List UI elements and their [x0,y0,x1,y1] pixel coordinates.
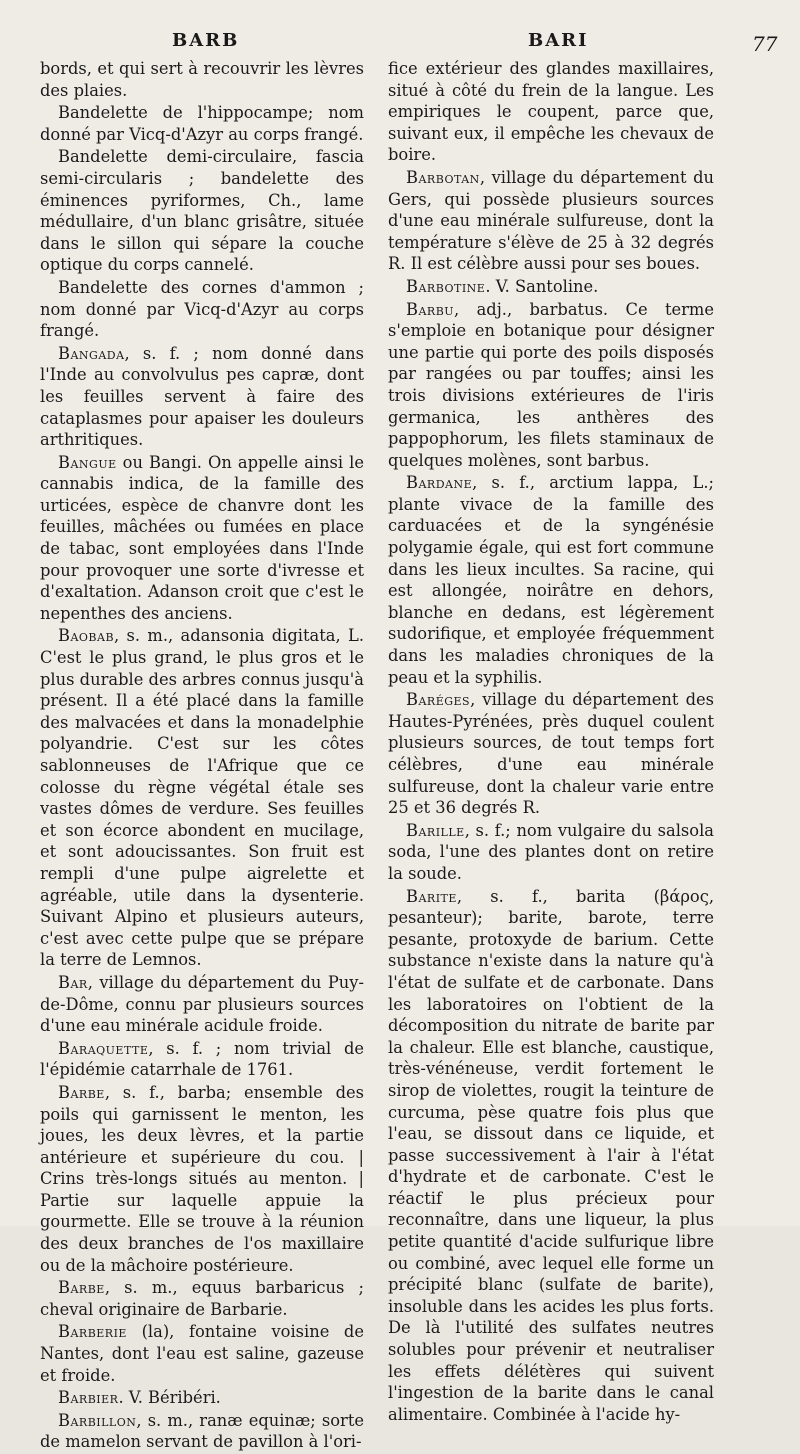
right-column [388,58,714,1426]
entry-text: , s. f., barita (βάρος, pesanteur); barite, barote, terre pesante, protoxyde de barium. Cette substance n'existe dans la nature qu'à l'état de sulfate et de carbonate. Dans les laboratoires on l'obtient de la décomposition du nitrate de barite par la chaleur. Elle est blanche, caustique, très-vénéneuse, verdit fortement le sirop de violettes, rougit la teinture de curcuma, pèse quatre fois plus que l'eau, se dissout dans ce liquide, et passe successivement à l'air à l'état d'hydrate et de carbonate. C'est le réactif le plus précieux pour reconnaître, dans une liqueur, la plus petite quantité d'acide sulfurique libre ou combiné, avec lequel elle forme un précipité blanc (sulfate de barite), insoluble dans les acides les plus forts. De là l'utilité des sulfates neutres solubles pour prévenir et neutraliser les effets délétères qui suivent l'ingestion de la barite dans le canal alimentaire. Combinée à l'acide hy- [388,886,714,1424]
page-number: 77 [752,32,778,56]
entry-barbillon [40,1410,364,1453]
entry-barbotine [388,276,714,298]
entry-bangue [40,452,364,625]
header-left-guide-word: BARB [172,30,240,51]
entry-headword: Barbillon [58,1410,137,1430]
entry-text: (la), fontaine voisine de Nantes, dont l'eau est saline, gazeuse et froide. [40,1322,364,1385]
entry-plaies [40,58,364,101]
entry-bardane [388,472,714,688]
entry-barbotan [388,167,714,275]
entry-text: , s. f., barba; ensemble des poils qui garnissent le menton, les joues, les deux lèvres, et la partie antérieure et supérieure du cou. | Crins très-longs situés au menton. | Partie sur laquelle appuie la gourmette. Elle se trouve à la réunion des deux branches de l'os maxillaire ou de la mâchoire postérieure. [40,1082,364,1275]
entry-headword: Baréges [406,690,471,710]
entry-text: , s. f. ; nom donné dans l'Inde au convolvulus pes capræ, dont les feuilles servent à faire des cataplasmes pour apaiser les douleurs arthritiques. [40,343,364,450]
entry-text: , village du département du Puy-de-Dôme, connu par plusieurs sources d'une eau minérale acidule froide. [40,972,364,1036]
entry-headword: Baraquette [58,1038,149,1058]
entry-baraquette [40,1038,364,1081]
entry-ammon [40,277,364,342]
entry-bar [40,972,364,1037]
running-header [0,30,800,60]
entry-headword: Barbotan [406,167,480,187]
entry-headword: Barbier [58,1388,119,1408]
entry-barbier [40,1387,364,1409]
left-column [40,58,364,1454]
header-right-guide-word: BARI [528,30,589,51]
entry-headword: Barberie [58,1322,127,1342]
entry-barbe-m [40,1277,364,1320]
entry-text: , s. f., arctium lappa, L.; plante vivace de la famille des carduacées et de la syngénésie polygamie égale, qui est fort commune dans les lieux incultes. Sa racine, qui est allongée, noirâtre en dehors, blanche en dedans, est légèrement sudorifique, et employée fréquemment dans les maladies chroniques de la peau et la syphilis. [388,473,714,687]
entry-text: , s. m., equus barbaricus ; cheval originaire de Barbarie. [40,1278,364,1319]
entry-headword: Barille [406,820,465,840]
entry-text: , village du département des Hautes-Pyrénées, près duquel coulent plusieurs sources, de tout temps fort célèbres, d'une eau minérale sulfureuse, dont la chaleur varie entre 25 et 36 degrés R. [388,690,714,818]
entry-headword: Baobab [58,626,115,646]
entry-bareges [388,689,714,819]
entry-text: Bandelette demi-circulaire, fascia semi-circularis ; bandelette des éminences pyriformes, Ch., lame médullaire, d'un blanc grisâtre, située dans le sillon qui sépare la couche optique du corps cannelé. [40,147,364,275]
entry-headword: Barbu [406,299,455,319]
entry-text: , adj., barbatus. Ce terme s'emploie en botanique pour désigner une partie qui porte des poils disposés par rangées ou par touffes; ainsi les trois divisions extérieures de l'iris germanica, les anthères des pappophorum, les filets staminaux de quelques molènes, sont barbus. [388,299,714,470]
entry-barbe-f [40,1082,364,1276]
entry-orifice [388,58,714,166]
entry-text: bords, et qui sert à recouvrir les lèvres des plaies. [40,59,364,100]
entry-text: . V. Béribéri. [118,1388,221,1408]
entry-text: , s. f. ; nom trivial de l'épidémie catarrhale de 1761. [40,1038,364,1080]
entry-headword: Barite [406,886,457,906]
entry-headword: Bar [58,972,88,992]
entry-barbu [388,299,714,472]
entry-barberie [40,1321,364,1386]
entry-barite [388,886,714,1426]
entry-text: ou Bangi. On appelle ainsi le cannabis indica, de la famille des urticées, espèce de chanvre dont les feuilles, mâchées ou fumées en place de tabac, sont employées dans l'Inde pour provoquer une sorte d'ivresse et d'exaltation. Adanson croit que c'est le nepenthes des anciens. [40,452,364,623]
entry-bangada [40,343,364,451]
entry-demi-circulaire [40,146,364,276]
entry-headword: Barbe [58,1278,105,1298]
entry-headword: Bardane [406,473,473,493]
entry-headword: Bangue [58,452,117,472]
entry-text: fice extérieur des glandes maxillaires, situé à côté du frein de la langue. Les empiriques le coupent, parce que, suivant eux, il empêche les chevaux de boire. [388,59,714,165]
entry-text: Bandelette de l'hippocampe; nom donné par Vicq-d'Azyr au corps frangé. [40,103,364,144]
entry-text: , village du département du Gers, qui possède plusieurs sources d'une eau minérale sulfureuse, dont la température s'élève de 25 à 32 degrés R. Il est célèbre aussi pour ses boues. [388,167,714,274]
entry-headword: Bangada [58,343,125,363]
entry-headword: Barbotine [406,276,486,296]
entry-text: , s. m., adansonia digitata, L. C'est le plus grand, le plus gros et le plus durable des arbres connus jusqu'à présent. Il a été placé dans la famille des malvacées et dans la monadelphie polyandrie. C'est sur les côtes sablonneuses de l'Afrique que ce colosse du règne végétal étale ses vastes dômes de verdure. Ses feuilles et son écorce abondent en mucilage, et sont adoucissantes. Son fruit est rempli d'une pulpe aigrelette et agréable, utile dans la dysenterie. Suivant Alpino et plusieurs auteurs, c'est avec cette pulpe que se prépare la terre de Lemnos. [40,626,364,970]
entry-text: , s. f.; nom vulgaire du salsola soda, l'une des plantes dont on retire la soude. [388,820,714,883]
entry-text: , s. m., ranæ equinæ; sorte de mamelon servant de pavillon à l'ori- [40,1410,364,1452]
entry-hippocampe [40,102,364,145]
entry-text: . V. Santoline. [485,276,599,296]
entry-barille [388,820,714,885]
entry-baobab [40,625,364,971]
entry-headword: Barbe [58,1082,105,1102]
entry-text: Bandelette des cornes d'ammon ; nom donné par Vicq-d'Azyr au corps frangé. [40,277,364,341]
